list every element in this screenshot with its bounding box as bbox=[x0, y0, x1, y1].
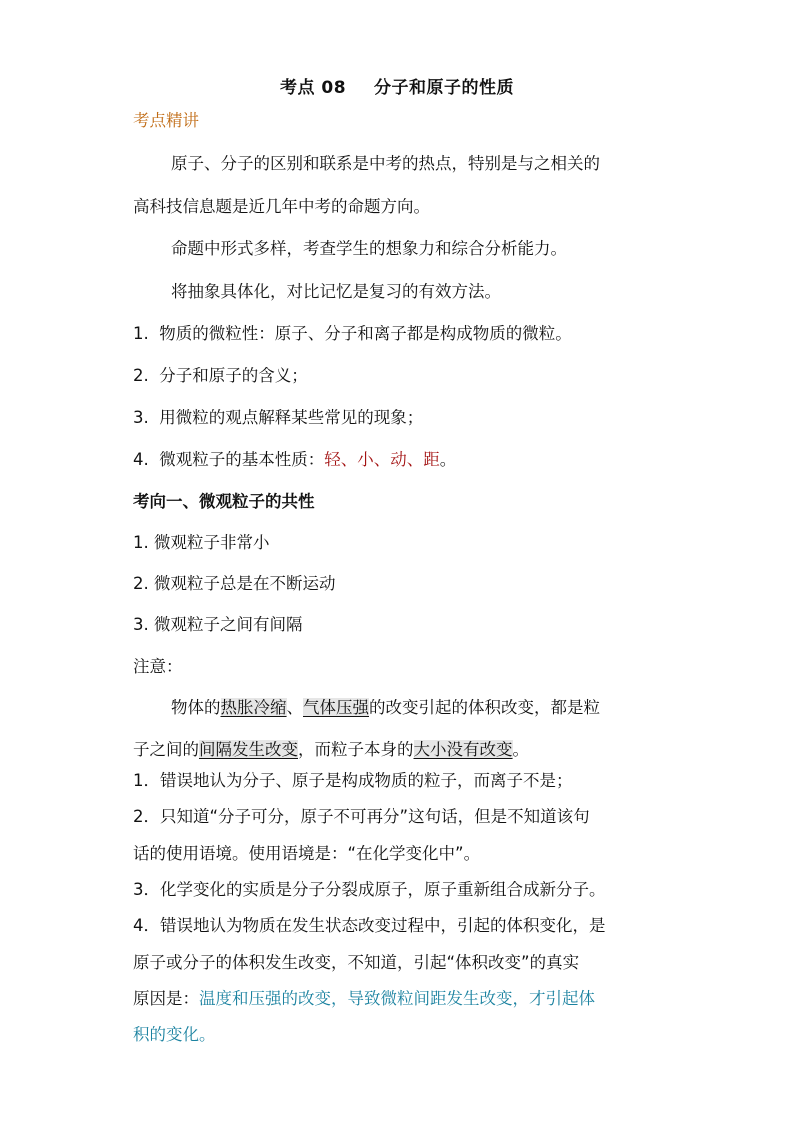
section-label: 考点精讲 bbox=[133, 111, 199, 130]
mistake-4-emphasis-2: 积的变化。 bbox=[133, 1025, 216, 1044]
point-1-text: 物质的微粒性：原子、分子和离子都是构成物质的微粒。 bbox=[159, 324, 572, 343]
note-text-1: 物体的 bbox=[171, 698, 221, 717]
point-1 bbox=[133, 323, 673, 345]
point-3-number: 3. bbox=[133, 408, 149, 427]
point-4-number: 4. bbox=[133, 450, 149, 469]
mistake-4-line-1: 4．错误地认为物质在发生状态改变过程中，引起的体积变化，是 bbox=[133, 916, 606, 935]
point-4-end: 。 bbox=[439, 450, 457, 469]
property-3: 3. 微观粒子之间有间隔 bbox=[133, 615, 303, 634]
intro-paragraph-3: 将抽象具体化，对比记忆是复习的有效方法。 bbox=[171, 282, 501, 301]
note-text-5: ，而粒子本身的 bbox=[298, 740, 414, 759]
mistake-2-line-2: 话的使用语境。使用语境是：“在化学变化中”。 bbox=[133, 844, 481, 863]
point-3 bbox=[133, 407, 673, 429]
point-4 bbox=[133, 449, 673, 471]
point-4-text: 微观粒子的基本性质： bbox=[159, 450, 325, 469]
note-highlight-1: 热胀冷缩 bbox=[220, 698, 287, 717]
mistake-4-emphasis-1: 温度和压强的改变，导致微粒间距发生改变，才引起体 bbox=[199, 989, 595, 1008]
property-2: 2. 微观粒子总是在不断运动 bbox=[133, 574, 336, 593]
note-line-2 bbox=[133, 739, 673, 761]
note-label: 注意： bbox=[133, 657, 183, 676]
intro-paragraph-1-line-1: 原子、分子的区别和联系是中考的热点，特别是与之相关的 bbox=[171, 154, 600, 173]
note-highlight-2: 气体压强 bbox=[303, 698, 369, 717]
mistake-2-line-1: 2．只知道“分子可分，原子不可再分”这句话，但是不知道该句 bbox=[133, 807, 590, 826]
mistake-1: 1．错误地认为分子、原子是构成物质的粒子，而离子不是； bbox=[133, 771, 573, 790]
point-1-number: 1. bbox=[133, 324, 149, 343]
point-2 bbox=[133, 365, 673, 387]
note-line-1 bbox=[171, 697, 711, 719]
point-2-text: 分子和原子的含义； bbox=[159, 366, 308, 385]
title-code: 考点 08 bbox=[279, 78, 347, 98]
intro-paragraph-2: 命题中形式多样，考查学生的想象力和综合分析能力。 bbox=[171, 239, 567, 258]
heading-direction-1: 考向一、微观粒子的共性 bbox=[133, 492, 315, 511]
mistake-4-line-2: 原子或分子的体积发生改变，不知道，引起“体积改变”的真实 bbox=[133, 953, 580, 972]
mistake-3: 3．化学变化的实质是分子分裂成原子，原子重新组合成新分子。 bbox=[133, 880, 606, 899]
note-text-4: 子之间的 bbox=[133, 740, 199, 759]
note-highlight-4: 大小没有改变 bbox=[413, 740, 513, 759]
title-name: 分子和原子的性质 bbox=[374, 78, 515, 98]
intro-paragraph-1-line-2: 高科技信息题是近几年中考的命题方向。 bbox=[133, 197, 430, 216]
point-2-number: 2. bbox=[133, 366, 149, 385]
note-highlight-3: 间隔发生改变 bbox=[199, 740, 298, 759]
note-text-2: 、 bbox=[286, 698, 303, 717]
note-text-6: 。 bbox=[512, 740, 529, 759]
page-title bbox=[0, 73, 794, 98]
mistake-4-line-3 bbox=[133, 988, 673, 1010]
point-3-text: 用微粒的观点解释某些常见的现象； bbox=[159, 408, 424, 427]
point-4-highlight: 轻、小、动、距 bbox=[324, 450, 440, 469]
note-text-3: 的改变引起的体积改变，都是粒 bbox=[369, 698, 600, 717]
property-1: 1. 微观粒子非常小 bbox=[133, 533, 270, 552]
mistake-4-prefix: 原因是： bbox=[133, 989, 199, 1008]
